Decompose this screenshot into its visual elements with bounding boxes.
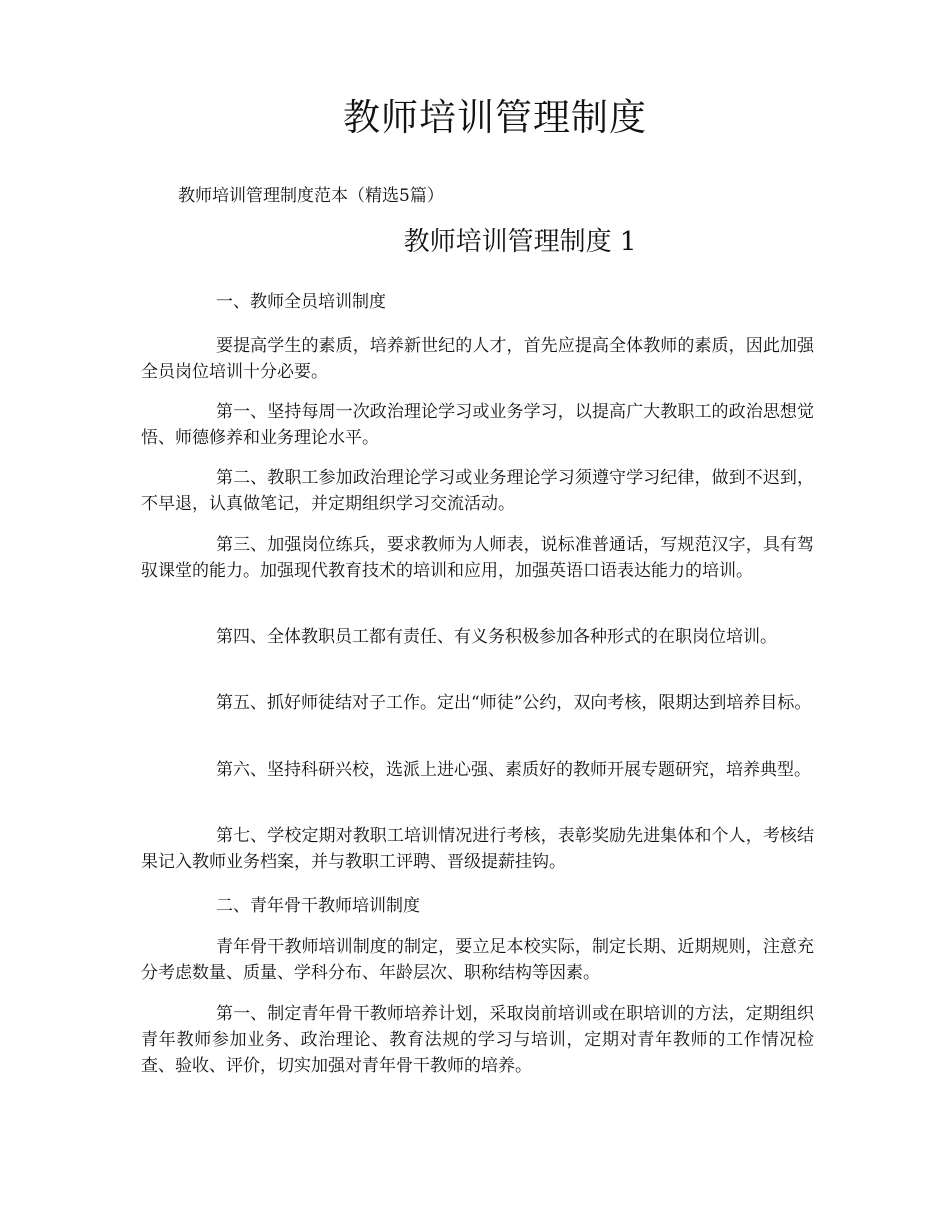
section-heading: 教师培训管理制度 1 [403,227,637,257]
paragraph-intro: 要提高学生的素质，培养新世纪的人才，首先应提高全体教师的素质，因此加强全员岗位培训十分必要。 [141,336,814,382]
heading-young-teacher-training: 二、青年骨干教师培训制度 [216,896,420,916]
page-title: 教师培训管理制度 [343,96,647,139]
paragraph-young-item-1: 第一、制定青年骨干教师培养计划，采取岗前培训或在职培训的方法，定期组织青年教师参加业务、政治理论、教育法规的学习与培训，定期对青年教师的工作情况检查、验收、评价，切实加强对青年骨干教师的培养。 [141,1004,814,1076]
paragraph-item-1: 第一、坚持每周一次政治理论学习或业务学习，以提高广大教职工的政治思想觉悟、师德修养和业务理论水平。 [141,402,814,448]
paragraph-item-3: 第三、加强岗位练兵，要求教师为人师表，说标准普通话，写规范汉字，具有驾驭课堂的能力。加强现代教育技术的培训和应用，加强英语口语表达能力的培训。 [141,535,814,581]
document-subtitle: 教师培训管理制度范本（精选5篇） [178,186,444,206]
paragraph-item-2: 第二、教职工参加政治理论学习或业务理论学习须遵守学习纪律，做到不迟到，不早退，认真做笔记，并定期组织学习交流活动。 [141,468,814,514]
paragraph-item-5: 第五、抓好师徒结对子工作。定出“师徒”公约，双向考核，限期达到培养目标。 [216,693,812,713]
paragraph-young-intro: 青年骨干教师培训制度的制定，要立足本校实际，制定长期、近期规则，注意充分考虑数量、质量、学科分布、年龄层次、职称结构等因素。 [141,937,814,983]
heading-staff-training: 一、教师全员培训制度 [216,292,386,312]
paragraph-item-4: 第四、全体教职员工都有责任、有义务积极参加各种形式的在职岗位培训。 [216,627,777,647]
paragraph-item-6: 第六、坚持科研兴校，选派上进心强、素质好的教师开展专题研究，培养典型。 [216,760,811,780]
paragraph-item-7: 第七、学校定期对教职工培训情况进行考核，表彰奖励先进集体和个人，考核结果记入教师业务档案，并与教职工评聘、晋级提薪挂钩。 [141,826,814,872]
